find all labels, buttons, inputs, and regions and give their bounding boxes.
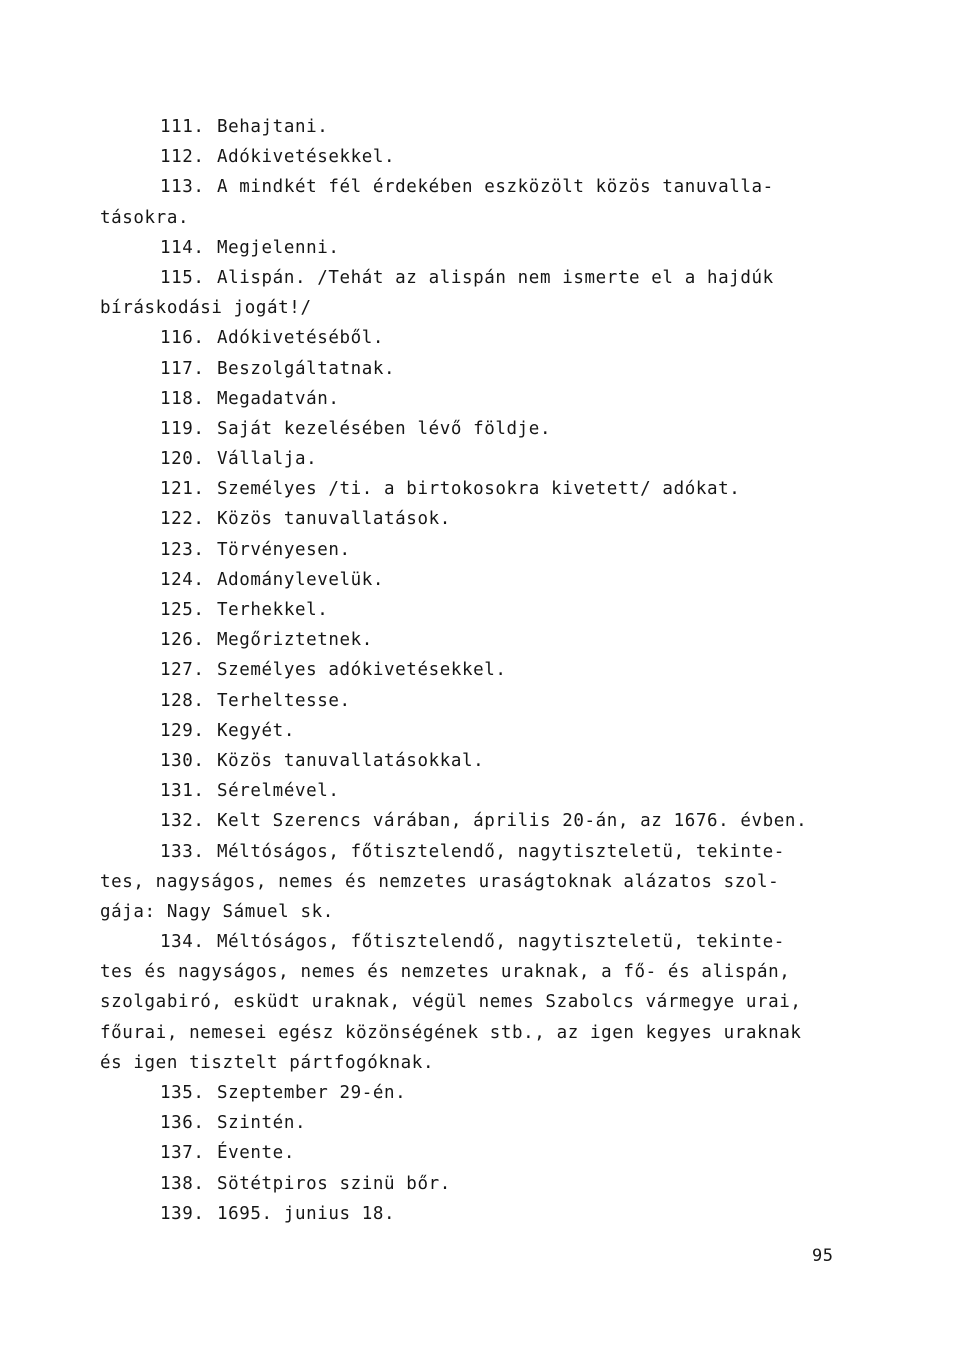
endnote-line (100, 444, 860, 474)
endnote-number: 139. (160, 1203, 205, 1224)
endnote-number: 132. (160, 811, 205, 832)
endnote-line (100, 1169, 860, 1199)
endnote-number: 123. (160, 539, 205, 560)
endnote-line (100, 112, 860, 142)
endnote-text: Sérelmével. (217, 781, 340, 802)
endnote-text: bíráskodási jogát!/ (100, 298, 312, 319)
endnote-text: tes és nagyságos, nemes és nemzetes uraknak, a fő- és alispán, (100, 962, 791, 983)
endnote-text: Alispán. /Tehát az alispán nem ismerte el a hajdúk (217, 267, 774, 288)
endnote-line (100, 142, 860, 172)
endnote-text: Közös tanuvallatások. (217, 509, 451, 530)
page-number: 95 (812, 1246, 834, 1266)
endnote-text: Méltóságos, főtisztelendő, nagytiszteletü, tekinte- (217, 932, 785, 953)
endnote-text: Beszolgáltatnak. (217, 358, 396, 379)
endnote-text: Terhekkel. (217, 600, 329, 620)
endnote-continuation-line (100, 897, 860, 927)
endnote-text: Szintén. (217, 1113, 307, 1134)
endnote-line (100, 655, 860, 685)
endnote-line (100, 746, 860, 776)
endnote-number: 134. (160, 932, 205, 953)
endnote-number: 125. (160, 600, 205, 620)
endnote-line (100, 263, 860, 293)
endnote-text: Megjelenni. (217, 237, 340, 258)
endnote-text: gája: Nagy Sámuel sk. (100, 901, 334, 922)
endnote-text: Személyes adókivetésekkel. (217, 660, 507, 681)
endnote-continuation-line (100, 293, 860, 323)
endnote-line (100, 414, 860, 444)
endnote-text: Adománylevelük. (217, 569, 385, 590)
endnote-line (100, 716, 860, 746)
endnote-text: Adókivetéséből. (217, 328, 385, 349)
endnote-text: Megőriztetnek. (217, 630, 373, 651)
endnote-text: Adókivetésekkel. (217, 147, 396, 168)
endnote-number: 130. (160, 750, 205, 771)
endnote-number: 115. (160, 267, 205, 288)
endnote-line (100, 233, 860, 263)
endnote-line (100, 686, 860, 716)
endnote-number: 136. (160, 1113, 205, 1134)
endnote-number: 117. (160, 358, 205, 379)
endnote-number: 127. (160, 660, 205, 681)
endnote-text: tes, nagyságos, nemes és nemzetes uraságtoknak alázatos szol- (100, 871, 780, 892)
endnote-line (100, 1078, 860, 1108)
endnote-line (100, 323, 860, 353)
endnote-text: Kegyét. (217, 720, 295, 741)
endnote-number: 135. (160, 1083, 205, 1103)
endnote-line (100, 354, 860, 384)
endnote-text: Megadatván. (217, 388, 340, 409)
endnote-line (100, 776, 860, 806)
endnote-line (100, 535, 860, 565)
endnote-number: 114. (160, 237, 205, 258)
endnote-line (100, 1138, 860, 1168)
endnote-text: Terheltesse. (217, 690, 351, 711)
endnote-number: 111. (160, 117, 205, 137)
endnote-number: 113. (160, 177, 205, 198)
endnote-number: 137. (160, 1143, 205, 1164)
endnote-line (100, 837, 860, 867)
endnote-continuation-line (100, 1048, 860, 1078)
endnote-text: Személyes /ti. a birtokosokra kivetett/ adókat. (217, 479, 741, 500)
endnote-text: Vállalja. (217, 449, 318, 470)
endnote-number: 138. (160, 1173, 205, 1194)
endnote-text: Évente. (217, 1143, 295, 1164)
endnote-line (100, 595, 860, 625)
endnote-number: 126. (160, 630, 205, 651)
endnote-number: 129. (160, 720, 205, 741)
endnotes-list (100, 112, 860, 1229)
endnote-line (100, 172, 860, 202)
endnote-number: 124. (160, 569, 205, 590)
endnote-number: 121. (160, 479, 205, 500)
endnote-continuation-line (100, 957, 860, 987)
endnote-line (100, 565, 860, 595)
endnote-number: 112. (160, 147, 205, 168)
endnote-line (100, 806, 860, 836)
endnote-text: Saját kezelésében lévő földje. (217, 418, 552, 439)
endnote-number: 128. (160, 690, 205, 711)
endnote-text: Sötétpiros szinü bőr. (217, 1173, 451, 1194)
endnote-number: 116. (160, 328, 205, 349)
endnote-text: Törvényesen. (217, 539, 351, 560)
endnote-number: 122. (160, 509, 205, 530)
endnote-text: főurai, nemesei egész közönségének stb., az igen kegyes uraknak (100, 1022, 802, 1043)
endnote-text: tásokra. (100, 207, 190, 228)
endnote-line (100, 1108, 860, 1138)
endnote-text: szolgabiró, esküdt uraknak, végül nemes Szabolcs vármegye urai, (100, 992, 802, 1013)
endnote-text: Kelt Szerencs várában, április 20-án, az 1676. évben. (217, 811, 808, 832)
endnote-continuation-line (100, 867, 860, 897)
endnote-number: 133. (160, 841, 205, 862)
endnote-text: Méltóságos, főtisztelendő, nagytiszteletü, tekinte- (217, 841, 785, 862)
endnote-text: Behajtani. (217, 117, 329, 137)
endnote-line (100, 504, 860, 534)
endnote-continuation-line (100, 987, 860, 1017)
endnote-text: és igen tisztelt pártfogóknak. (100, 1052, 435, 1073)
endnote-text: Közös tanuvallatásokkal. (217, 750, 485, 771)
endnote-text: Szeptember 29-én. (217, 1083, 407, 1103)
endnote-number: 118. (160, 388, 205, 409)
endnote-line (100, 927, 860, 957)
endnote-text: A mindkét fél érdekében eszközölt közös tanuvalla- (217, 177, 774, 198)
endnote-continuation-line (100, 203, 860, 233)
endnote-number: 120. (160, 449, 205, 470)
endnote-line (100, 384, 860, 414)
endnote-number: 131. (160, 781, 205, 802)
endnote-number: 119. (160, 418, 205, 439)
endnote-line (100, 625, 860, 655)
endnote-line (100, 474, 860, 504)
endnote-text: 1695. junius 18. (217, 1203, 396, 1224)
endnote-line (100, 1199, 860, 1229)
endnote-continuation-line (100, 1018, 860, 1048)
